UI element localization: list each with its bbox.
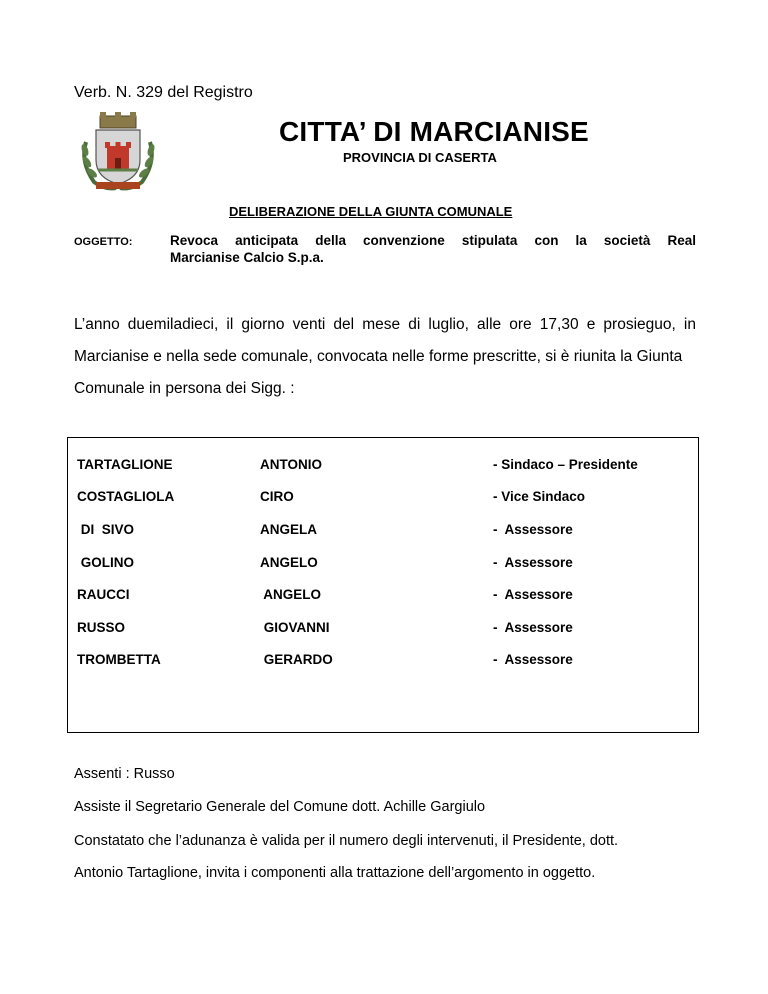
- member-surname: TARTAGLIONE: [77, 457, 173, 472]
- member-role: - Assessore: [493, 620, 573, 635]
- member-role: - Assessore: [493, 555, 573, 570]
- member-surname: GOLINO: [77, 555, 134, 570]
- quorum-line: Constatato che l’adunanza è valida per il numero degli intervenuti, il Presidente, dott.: [74, 833, 619, 849]
- member-name: GIOVANNI: [260, 620, 330, 635]
- intro-line-2: Marcianise e nella sede comunale, convocata nelle forme prescritte, si è riunita la Giunta: [74, 348, 683, 365]
- member-name: ANGELO: [260, 555, 318, 570]
- president-line: Antonio Tartaglione, invita i componenti alla trattazione dell’argomento in oggetto.: [74, 865, 596, 881]
- member-surname: RUSSO: [77, 620, 126, 635]
- subject-text: [170, 232, 696, 266]
- secretary-line: Assiste il Segretario Generale del Comune dott. Achille Gargiulo: [74, 799, 486, 815]
- member-name: ANTONIO: [260, 457, 323, 472]
- absent-line: Assenti : Russo: [74, 766, 175, 782]
- member-row: [68, 652, 698, 672]
- subject-line-2: Marcianise Calcio S.p.a.: [170, 250, 324, 265]
- member-row: [68, 457, 698, 477]
- member-row: [68, 555, 698, 575]
- subject-line-1: Revoca anticipata della convenzione stipulata con la società Real: [170, 233, 696, 248]
- intro-line-1: L’anno duemiladieci, il giorno venti del mese di luglio, alle ore 17,30 e prosieguo, in: [74, 316, 696, 333]
- member-name: CIRO: [260, 489, 294, 504]
- member-row: [68, 587, 698, 607]
- member-surname: TROMBETTA: [77, 652, 161, 667]
- member-role: - Sindaco – Presidente: [493, 457, 638, 472]
- member-surname: COSTAGLIOLA: [77, 489, 175, 504]
- member-name: ANGELO: [260, 587, 322, 602]
- city-title: CITTA’ DI MARCIANISE: [279, 116, 589, 147]
- member-name: GERARDO: [260, 652, 333, 667]
- member-surname: RAUCCI: [77, 587, 130, 602]
- city-coat-of-arms-icon: [76, 112, 160, 194]
- deliberation-title: DELIBERAZIONE DELLA GIUNTA COMUNALE: [229, 204, 513, 219]
- member-name: ANGELA: [260, 522, 317, 537]
- member-role: - Assessore: [493, 522, 573, 537]
- member-row: [68, 489, 698, 509]
- member-row: [68, 522, 698, 542]
- member-role: - Assessore: [493, 652, 573, 667]
- subject-label: OGGETTO:: [74, 236, 133, 248]
- member-surname: DI SIVO: [77, 522, 135, 537]
- province-subtitle: PROVINCIA DI CASERTA: [343, 150, 497, 165]
- member-row: [68, 620, 698, 640]
- members-table: [67, 437, 699, 733]
- register-number: Verb. N. 329 del Registro: [74, 84, 253, 101]
- member-role: - Assessore: [493, 587, 573, 602]
- intro-line-3: Comunale in persona dei Sigg. :: [74, 380, 295, 397]
- member-role: - Vice Sindaco: [493, 489, 586, 504]
